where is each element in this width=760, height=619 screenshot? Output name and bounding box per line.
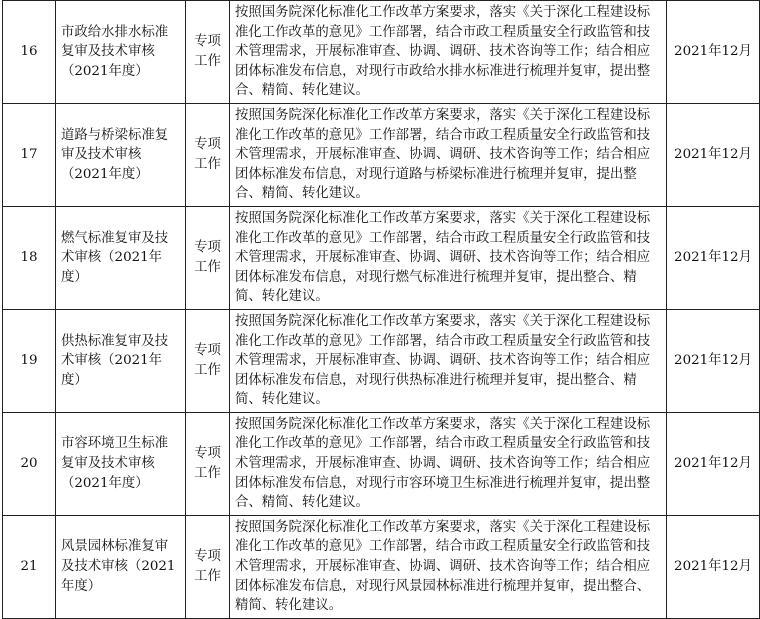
completion-date: 2021年12月 bbox=[667, 103, 760, 206]
table-row bbox=[3, 515, 760, 618]
project-type: 专项工作 bbox=[186, 515, 230, 618]
project-description: 按照国务院深化标准化工作改革方案要求，落实《关于深化工程建设标准化工作改革的意见》工作部署，结合市政工程质量安全行政监管和技术管理需求，开展标准审查、协调、调研、技术咨询等工作；结合相应团体标准发布信息，对现行风景园林标准进行梳理并复审，提出整合、精简、转化建议。 bbox=[230, 515, 667, 618]
standards-work-table bbox=[2, 0, 760, 619]
project-name: 风景园林标准复审及技术审核（2021年度） bbox=[56, 515, 186, 618]
project-description: 按照国务院深化标准化工作改革方案要求，落实《关于深化工程建设标准化工作改革的意见》工作部署，结合市政工程质量安全行政监管和技术管理需求，开展标准审查、协调、调研、技术咨询等工作；结合相应团体标准发布信息，对现行燃气标准进行梳理并复审，提出整合、精简、转化建议。 bbox=[230, 206, 667, 309]
completion-date: 2021年12月 bbox=[667, 1, 760, 104]
table-row bbox=[3, 309, 760, 412]
table-row bbox=[3, 1, 760, 104]
project-type: 专项工作 bbox=[186, 412, 230, 515]
project-name: 燃气标准复审及技术审核（2021年度） bbox=[56, 206, 186, 309]
project-description: 按照国务院深化标准化工作改革方案要求，落实《关于深化工程建设标准化工作改革的意见》工作部署，结合市政工程质量安全行政监管和技术管理需求，开展标准审查、协调、调研、技术咨询等工作；结合相应团体标准发布信息，对现行市容环境卫生标准进行梳理并复审，提出整合、精简、转化建议。 bbox=[230, 412, 667, 515]
project-type: 专项工作 bbox=[186, 309, 230, 412]
project-description: 按照国务院深化标准化工作改革方案要求，落实《关于深化工程建设标准化工作改革的意见》工作部署，结合市政工程质量安全行政监管和技术管理需求，开展标准审查、协调、调研、技术咨询等工作；结合相应团体标准发布信息，对现行市政给水排水标准进行梳理并复审，提出整合、精简、转化建议。 bbox=[230, 1, 667, 104]
project-name: 道路与桥梁标准复审及技术审核（2021年度） bbox=[56, 103, 186, 206]
project-name: 供热标准复审及技术审核（2021年度） bbox=[56, 309, 186, 412]
project-description: 按照国务院深化标准化工作改革方案要求，落实《关于深化工程建设标准化工作改革的意见》工作部署，结合市政工程质量安全行政监管和技术管理需求，开展标准审查、协调、调研、技术咨询等工作；结合相应团体标准发布信息，对现行供热标准进行梳理并复审，提出整合、精简、转化建议。 bbox=[230, 309, 667, 412]
completion-date: 2021年12月 bbox=[667, 206, 760, 309]
row-number: 16 bbox=[3, 1, 56, 104]
project-name: 市容环境卫生标准复审及技术审核（2021年度） bbox=[56, 412, 186, 515]
table-row bbox=[3, 412, 760, 515]
project-name: 市政给水排水标准复审及技术审核（2021年度） bbox=[56, 1, 186, 104]
table-row bbox=[3, 103, 760, 206]
completion-date: 2021年12月 bbox=[667, 309, 760, 412]
table-row bbox=[3, 206, 760, 309]
project-type: 专项工作 bbox=[186, 206, 230, 309]
completion-date: 2021年12月 bbox=[667, 412, 760, 515]
project-description: 按照国务院深化标准化工作改革方案要求，落实《关于深化工程建设标准化工作改革的意见》工作部署，结合市政工程质量安全行政监管和技术管理需求，开展标准审查、协调、调研、技术咨询等工作；结合相应团体标准发布信息，对现行道路与桥梁标准进行梳理并复审，提出整合、精简、转化建议。 bbox=[230, 103, 667, 206]
project-type: 专项工作 bbox=[186, 1, 230, 104]
row-number: 19 bbox=[3, 309, 56, 412]
completion-date: 2021年12月 bbox=[667, 515, 760, 618]
row-number: 21 bbox=[3, 515, 56, 618]
row-number: 18 bbox=[3, 206, 56, 309]
row-number: 20 bbox=[3, 412, 56, 515]
project-type: 专项工作 bbox=[186, 103, 230, 206]
row-number: 17 bbox=[3, 103, 56, 206]
